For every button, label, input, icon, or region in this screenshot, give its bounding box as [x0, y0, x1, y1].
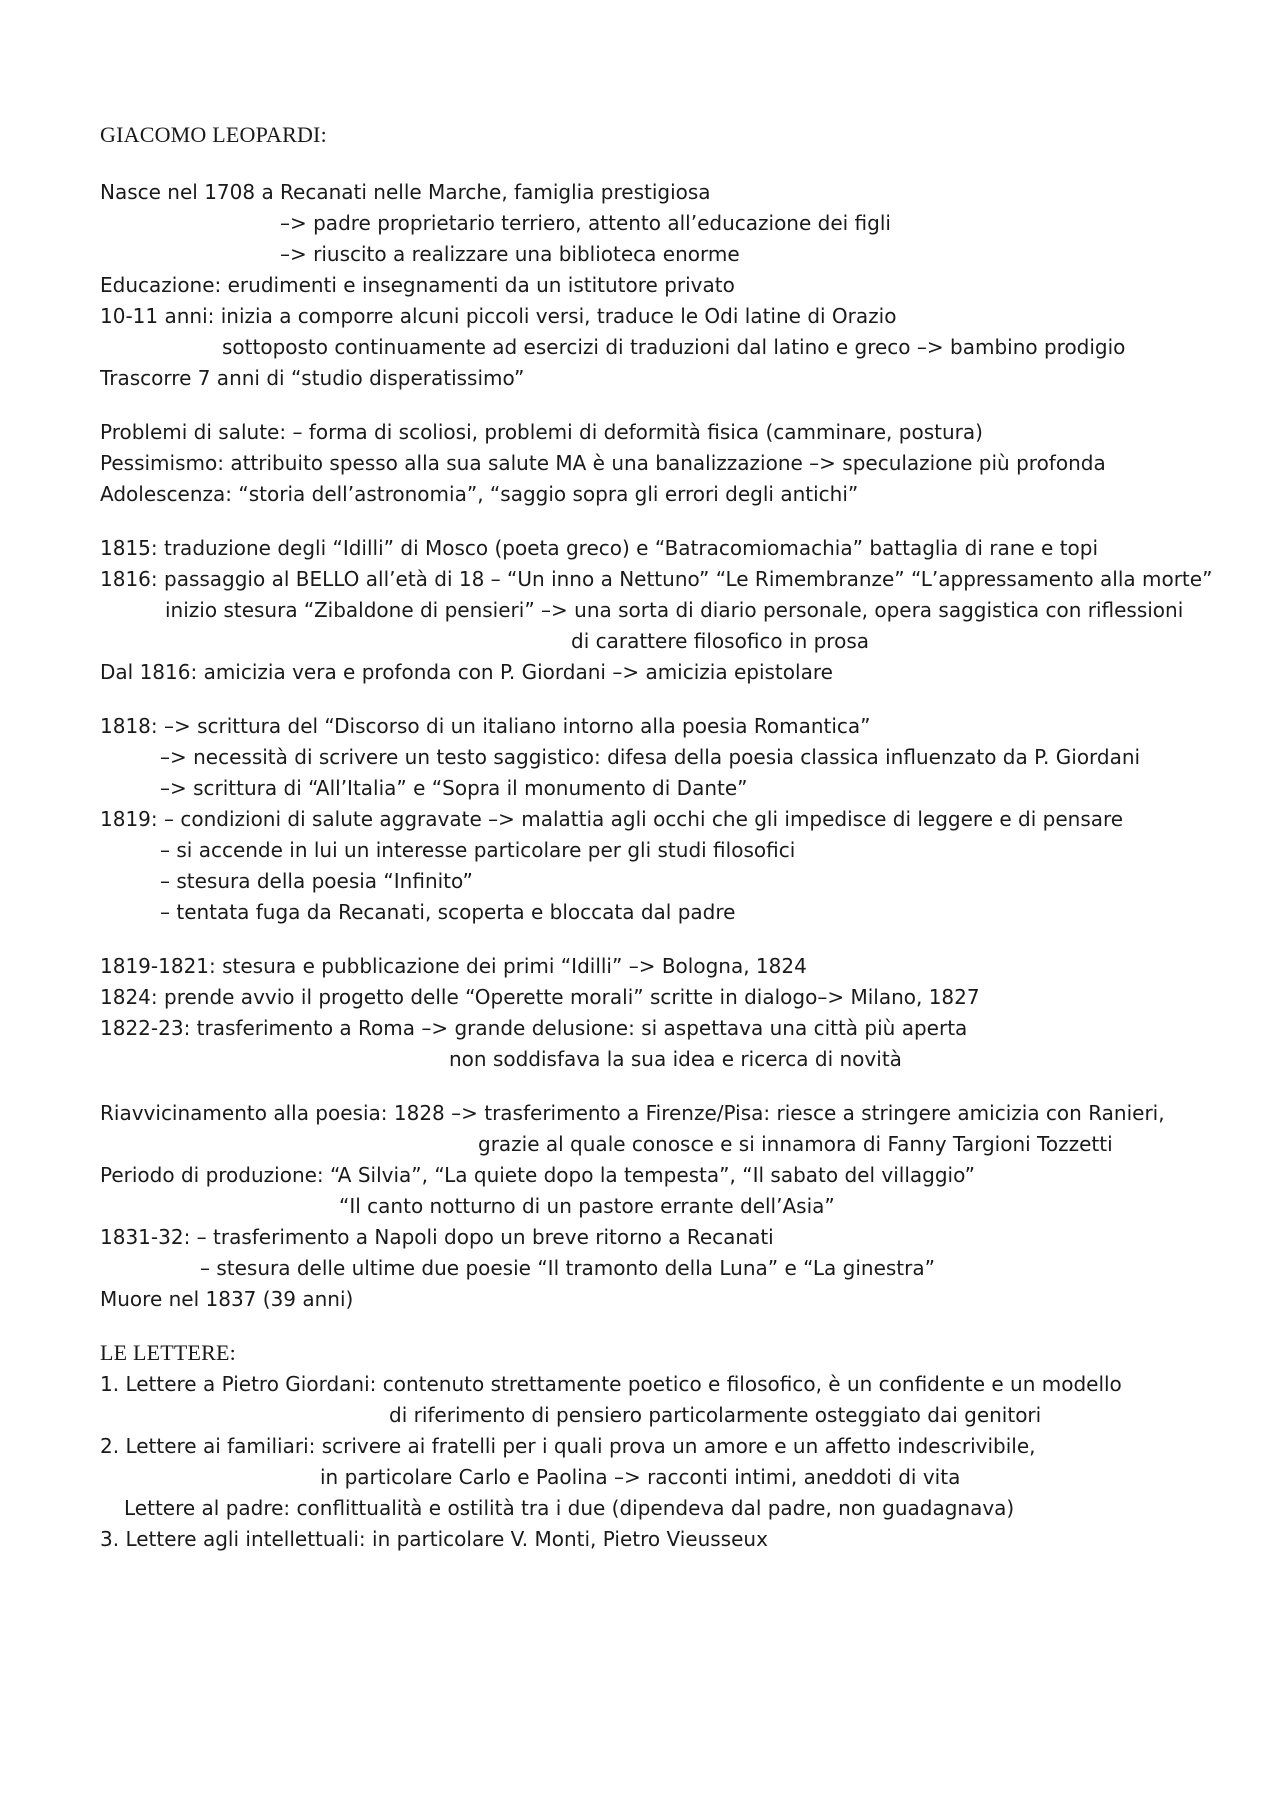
- text-line: 1822-23: trasferimento a Roma –> grande delusione: si aspettava una città più aperta: [100, 1016, 968, 1040]
- text-line: sottoposto continuamente ad esercizi di traduzioni dal latino e greco –> bambino prodigio: [222, 335, 1126, 359]
- text-line: Adolescenza: “storia dell’astronomia”, “saggio sopra gli errori degli antichi”: [100, 482, 859, 506]
- text-line: di riferimento di pensiero particolarmente osteggiato dai genitori: [389, 1403, 1042, 1427]
- text-line: 1819: – condizioni di salute aggravate –> malattia agli occhi che gli impedisce di leggere e di pensare: [100, 807, 1124, 831]
- text-line: – si accende in lui un interesse particolare per gli studi filosofici: [160, 838, 796, 862]
- text-line: –> scrittura di “All’Italia” e “Sopra il monumento di Dante”: [160, 776, 748, 800]
- text-line: 1. Lettere a Pietro Giordani: contenuto strettamente poetico e filosofico, è un confidente e un modello: [100, 1372, 1122, 1396]
- text-line: 1819-1821: stesura e pubblicazione dei primi “Idilli” –> Bologna, 1824: [100, 954, 807, 978]
- text-line: Dal 1816: amicizia vera e profonda con P. Giordani –> amicizia epistolare: [100, 660, 833, 684]
- text-line: Muore nel 1837 (39 anni): [100, 1287, 354, 1311]
- text-line: Problemi di salute: – forma di scoliosi, problemi di deformità fisica (camminare, postura): [100, 420, 983, 444]
- text-line: Lettere al padre: conflittualità e ostilità tra i due (dipendeva dal padre, non guadagnava): [124, 1496, 1015, 1520]
- text-line: non soddisfava la sua idea e ricerca di novità: [449, 1047, 902, 1071]
- text-line: – stesura della poesia “Infinito”: [160, 869, 473, 893]
- text-line: 1815: traduzione degli “Idilli” di Mosco (poeta greco) e “Batracomiomachia” battaglia di rane e topi: [100, 536, 1099, 560]
- text-line: Educazione: erudimenti e insegnamenti da un istitutore privato: [100, 273, 735, 297]
- letters-heading: LE LETTERE:: [100, 1340, 236, 1365]
- text-line: Nasce nel 1708 a Recanati nelle Marche, famiglia prestigiosa: [100, 180, 711, 204]
- text-line: –> necessità di scrivere un testo saggistico: difesa della poesia classica influenzato da P. Giordani: [160, 745, 1141, 769]
- text-line: “Il canto notturno di un pastore errante dell’Asia”: [339, 1194, 835, 1218]
- text-line: Trascorre 7 anni di “studio disperatissimo”: [100, 366, 525, 390]
- text-line: 1816: passaggio al BELLO all’età di 18 – “Un inno a Nettuno” “Le Rimembranze” “L’appressamento alla morte”: [100, 567, 1213, 591]
- text-line: grazie al quale conosce e si innamora di Fanny Targioni Tozzetti: [478, 1132, 1113, 1156]
- text-line: 1824: prende avvio il progetto delle “Operette morali” scritte in dialogo–> Milano, 1827: [100, 985, 980, 1009]
- document-title: GIACOMO LEOPARDI:: [100, 122, 327, 147]
- text-line: 3. Lettere agli intellettuali: in particolare V. Monti, Pietro Vieusseux: [100, 1527, 768, 1551]
- text-line: 1831-32: – trasferimento a Napoli dopo un breve ritorno a Recanati: [100, 1225, 774, 1249]
- text-line: – stesura delle ultime due poesie “Il tramonto della Luna” e “La ginestra”: [200, 1256, 935, 1280]
- text-line: inizio stesura “Zibaldone di pensieri” –> una sorta di diario personale, opera saggistica con riflessioni: [165, 598, 1184, 622]
- text-line: –> riuscito a realizzare una biblioteca enorme: [280, 242, 740, 266]
- text-line: 2. Lettere ai familiari: scrivere ai fratelli per i quali prova un amore e un affetto indescrivibile,: [100, 1434, 1036, 1458]
- text-line: in particolare Carlo e Paolina –> racconti intimi, aneddoti di vita: [320, 1465, 961, 1489]
- text-line: 1818: –> scrittura del “Discorso di un italiano intorno alla poesia Romantica”: [100, 714, 871, 738]
- text-line: di carattere filosofico in prosa: [571, 629, 869, 653]
- text-line: Pessimismo: attribuito spesso alla sua salute MA è una banalizzazione –> speculazione più profonda: [100, 451, 1106, 475]
- text-line: Periodo di produzione: “A Silvia”, “La quiete dopo la tempesta”, “Il sabato del villaggio”: [100, 1163, 975, 1187]
- text-line: –> padre proprietario terriero, attento all’educazione dei figli: [280, 211, 891, 235]
- text-line: Riavvicinamento alla poesia: 1828 –> trasferimento a Firenze/Pisa: riesce a stringere amicizia con Ranieri,: [100, 1101, 1165, 1125]
- text-line: 10-11 anni: inizia a comporre alcuni piccoli versi, traduce le Odi latine di Orazio: [100, 304, 897, 328]
- text-line: – tentata fuga da Recanati, scoperta e bloccata dal padre: [160, 900, 736, 924]
